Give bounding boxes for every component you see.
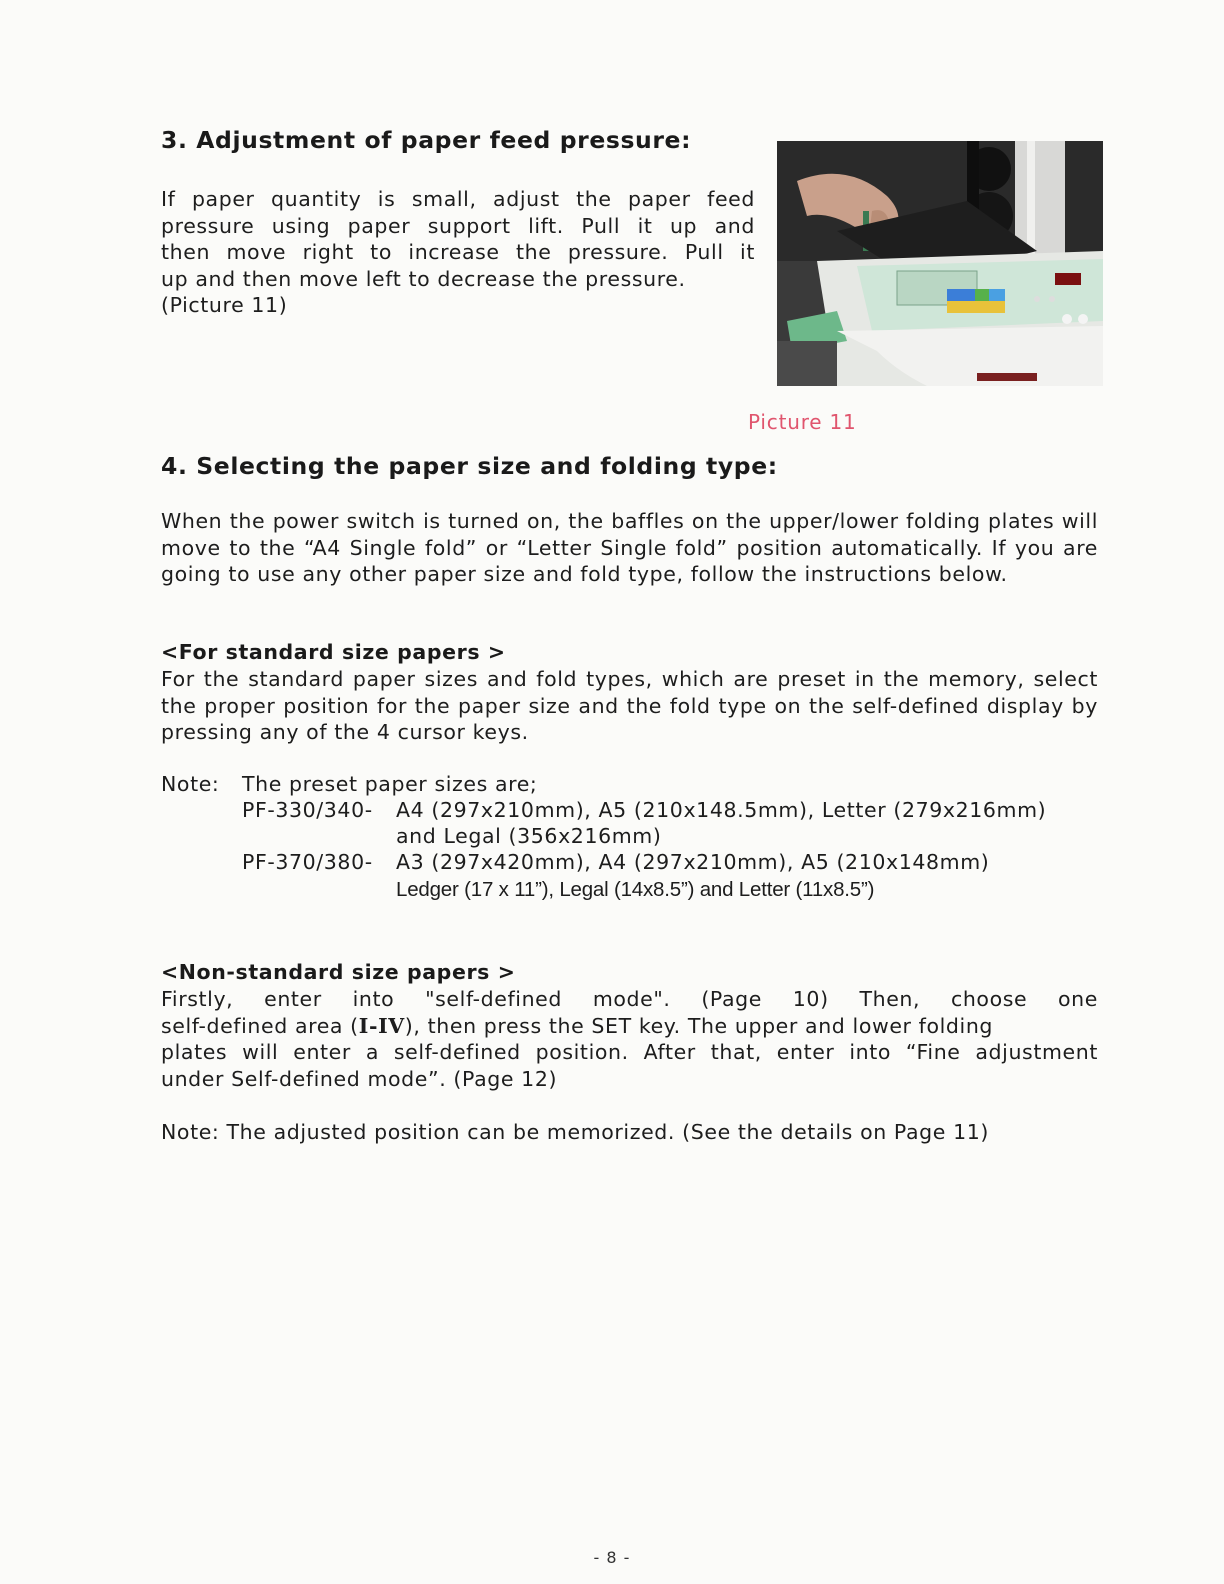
- section-3-line-1: If paper quantity is small, adjust the paper feed: [161, 187, 755, 211]
- standard-size-text: For the standard paper sizes and fold types, which are preset in the memory, select the proper position for the paper size and the fold type on the self-defined display by pressing any of the 4 cursor keys.: [161, 667, 1098, 744]
- non-standard-size-subheading: <Non-standard size papers >: [161, 960, 516, 984]
- section-4-intro: When the power switch is turned on, the baffles on the upper/lower folding plates will move to the “A4 Single fold” or “Letter Single fold” position automatically. If you are going to use any other paper size and fold type, follow the instructions below.: [161, 509, 1098, 586]
- non-standard-line-3: plates will enter a self-defined position. After that, enter into “Fine adjustment: [161, 1040, 1098, 1064]
- memorize-note: Note: The adjusted position can be memorized. (See the details on Page 11): [161, 1120, 989, 1144]
- non-standard-line-2a: self-defined area (: [161, 1013, 359, 1038]
- picture-11-caption: Picture 11: [748, 410, 857, 434]
- note-label: Note:: [161, 772, 220, 796]
- section-3-line-3: then move right to increase the pressure. Pull it: [161, 240, 755, 264]
- section-4-heading: 4. Selecting the paper size and folding type:: [161, 452, 778, 480]
- non-standard-line-2: [161, 1013, 1098, 1040]
- standard-size-subheading: <For standard size papers >: [161, 640, 506, 664]
- section-3-line-2: pressure using paper support lift. Pull it up and: [161, 213, 755, 238]
- non-standard-size-text: [161, 986, 1098, 1092]
- pf330-sizes-line-2: and Legal (356x216mm): [396, 824, 662, 848]
- non-standard-line-1: Firstly, enter into "self-defined mode". (Page 10) Then, choose one: [161, 987, 1098, 1011]
- pf330-model: PF-330/340-: [242, 798, 373, 822]
- section-3-line-4: up and then move left to decrease the pressure.: [161, 266, 686, 291]
- picture-11-photo: [777, 141, 1103, 386]
- note-preset-intro: The preset paper sizes are;: [242, 772, 538, 796]
- section-3-heading: 3. Adjustment of paper feed pressure:: [161, 126, 692, 154]
- pf330-sizes-line-1: A4 (297x210mm), A5 (210x148.5mm), Letter (279x216mm): [396, 798, 1047, 822]
- pf370-model: PF-370/380-: [242, 850, 373, 874]
- section-3-picture-ref: (Picture 11): [161, 293, 288, 317]
- pf370-sizes-line-1: A3 (297x420mm), A4 (297x210mm), A5 (210x148mm): [396, 850, 990, 874]
- self-defined-area-range: I-IV: [358, 1013, 405, 1038]
- non-standard-line-2b: ), then press the SET key. The upper and lower folding: [404, 1013, 994, 1038]
- page-number: - 8 -: [593, 1548, 631, 1567]
- section-3-body: [161, 186, 755, 319]
- pf370-sizes-line-2: Ledger (17 x 11”), Legal (14x8.5”) and Letter (11x8.5”): [396, 878, 875, 901]
- machine-photo-illustration: [777, 141, 1103, 386]
- non-standard-line-4: under Self-defined mode”. (Page 12): [161, 1066, 558, 1091]
